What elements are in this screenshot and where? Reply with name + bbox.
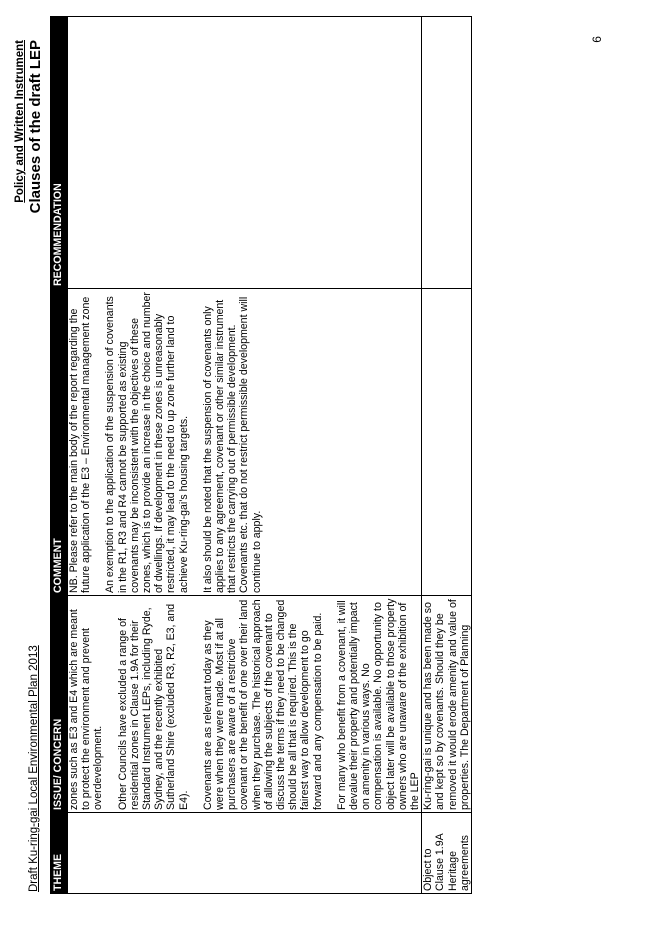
issue-paragraph: zones such as E3 and E4 which are meant to protect the environment and prevent overdevelopment. (68, 609, 105, 810)
section-title: Policy and Written Instrument (14, 40, 26, 203)
recommendation-cell (68, 17, 422, 289)
comment-paragraph: NB. Please refer to the main body of the report regarding the future application of the E3 – Environmental management zone (68, 296, 93, 593)
table-row (68, 17, 422, 894)
column-header-recommendation: RECOMMENDATION (51, 17, 68, 289)
column-header-theme: THEME (51, 813, 68, 894)
issue-paragraph: Covenants are as relevant today as they were when they were made. Most if at all purchasers are aware of a restrictive covenant or the benefit of one over their land when they purchase. The historical approach of allowing the subjects of the covenant to discuss the terms if they need to be changed should be all that is required. This is the fairest way to allow development to go forward and any compensation to be paid. (201, 599, 324, 810)
comment-cell (422, 289, 472, 596)
issue-cell (422, 596, 472, 813)
document-title: Draft Ku-ring-gai Local Environmental Plan 2013 (28, 645, 40, 892)
table-row (422, 17, 472, 894)
theme-cell (68, 813, 422, 894)
section-subtitle: Clauses of the draft LEP (27, 40, 44, 214)
table-header-row (51, 17, 68, 894)
issue-paragraph: Other Councils have excluded a range of residential zones in Clause 1.9A for their Standard Instrument LEPs, including Ryde, Sydney, and the recently exhibited Sutherland Shire (excluded R3, R2, E3, and E4). (116, 603, 190, 810)
issue-paragraph: Ku-ring-gai is unique and has been made so and kept so by covenants. Should they be removed it would erode amenity and value of properties. The Department of Planning (422, 599, 471, 810)
column-header-issue: ISSUE/ CONCERN (51, 596, 68, 813)
comment-paragraph: An exemption to the application of the suspension of covenants in the R1, R3 and R4 cannot be supported as existing covenants may be inconsistent with the objectives of these zones, which is to provide an increase in the choice and number of dwellings. If development in these zones is unreasonably restricted, it may lead to the need to up zone further land to achieve Ku-ring-gai’s housing targets. (104, 292, 190, 593)
comment-paragraph: It also should be noted that the suspension of covenants only applies to any agreement, covenant or other similar instrument that restricts the carrying out of permissible development. Covenants etc. that do not restrict permissible development will continue to apply. (201, 296, 263, 593)
column-header-comment: COMMENT (51, 289, 68, 596)
page-number: 6 (590, 36, 604, 43)
issue-cell (68, 596, 422, 813)
theme-cell: Object to Clause 1.9A Heritage agreements (422, 813, 472, 894)
recommendation-cell (422, 17, 472, 289)
submissions-table (50, 16, 472, 894)
section-header (13, 40, 45, 213)
issue-paragraph: For many who benefit from a covenant, it will devalue their property and potentially impact on amenity in various ways. No compensation is available. No opportunity to object later will be available to those property owners who are unaware of the exhibition of the LEP (335, 598, 422, 810)
comment-cell (68, 289, 422, 596)
